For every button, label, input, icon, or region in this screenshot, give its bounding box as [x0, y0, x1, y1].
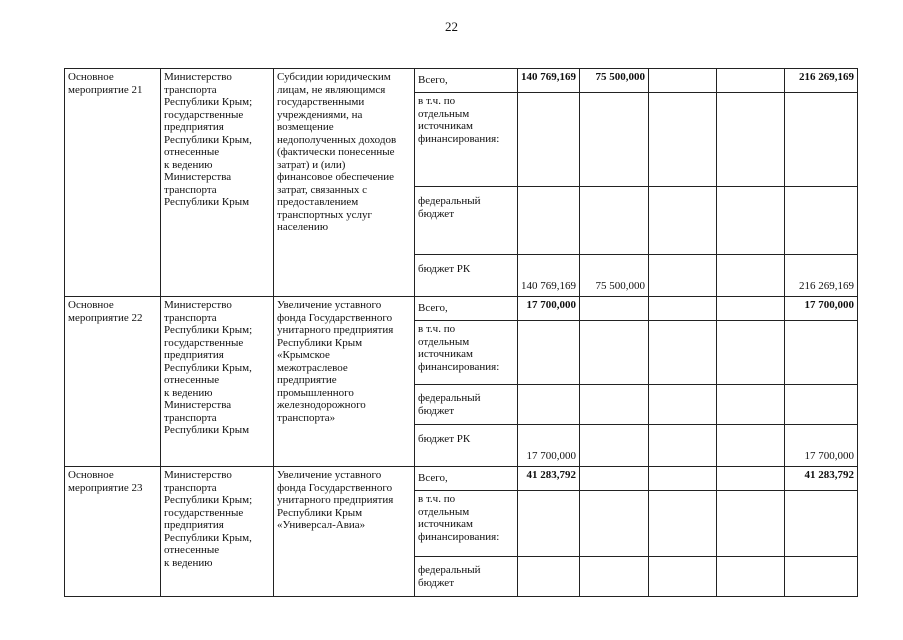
amount-cell [649, 187, 717, 255]
description-cell: Субсидии юридическим лицам, не являющимся государственными учреждениями, на возмещение недополученных доходов (фактически понесенные затрат) и (или) финансовое обеспечение затрат, связанных с предоставлением транспортных услуг населению [274, 69, 415, 297]
total-cell: 216 269,169 [785, 69, 858, 93]
amount-cell [518, 385, 580, 425]
amount-cell [649, 467, 717, 491]
total-cell: 41 283,792 [785, 467, 858, 491]
total-cell: 17 700,000 [785, 297, 858, 321]
amount-cell: 17 700,000 [518, 425, 580, 467]
source-label: в т.ч. по отдельным источникам финансирования: [415, 491, 518, 557]
table-row [65, 69, 858, 93]
total-cell [785, 187, 858, 255]
description-cell: Увеличение уставного фонда Государственного унитарного предприятия Республики Крым «Крымское межотраслевое предприятие промышленного железнодорожного транспорта» [274, 297, 415, 467]
source-label: Всего, [415, 467, 518, 491]
table-row [65, 467, 858, 491]
amount-cell [717, 467, 785, 491]
amount-cell: 75 500,000 [580, 69, 649, 93]
source-label: Всего, [415, 297, 518, 321]
amount-cell [717, 255, 785, 297]
source-label: в т.ч. по отдельным источникам финансирования: [415, 93, 518, 187]
measure-cell: Основное мероприятие 23 [65, 467, 161, 597]
amount-cell [717, 93, 785, 187]
source-label: федеральный бюджет [415, 557, 518, 597]
amount-cell [518, 93, 580, 187]
amount-cell [649, 93, 717, 187]
amount-cell: 17 700,000 [518, 297, 580, 321]
executor-cell: Министерство транспорта Республики Крым; государственные предприятия Республики Крым, отнесенные к ведению Министерства транспорта Республики Крым [161, 297, 274, 467]
amount-cell: 140 769,169 [518, 69, 580, 93]
amount-cell [518, 321, 580, 385]
amount-cell [518, 491, 580, 557]
amount-cell [649, 557, 717, 597]
amount-cell [717, 425, 785, 467]
amount-cell [580, 297, 649, 321]
amount-cell: 75 500,000 [580, 255, 649, 297]
amount-cell [649, 385, 717, 425]
amount-cell [717, 557, 785, 597]
measure-cell: Основное мероприятие 21 [65, 69, 161, 297]
amount-cell [717, 321, 785, 385]
executor-cell: Министерство транспорта Республики Крым; государственные предприятия Республики Крым, отнесенные к ведению Министерства транспорта Республики Крым [161, 69, 274, 297]
table-row [65, 297, 858, 321]
amount-cell [649, 255, 717, 297]
amount-cell [717, 69, 785, 93]
total-cell [785, 321, 858, 385]
amount-cell [717, 385, 785, 425]
amount-cell [580, 187, 649, 255]
source-label: бюджет РК [415, 425, 518, 467]
amount-cell [518, 557, 580, 597]
amount-cell [518, 187, 580, 255]
amount-cell [580, 467, 649, 491]
total-cell [785, 93, 858, 187]
total-cell: 17 700,000 [785, 425, 858, 467]
amount-cell [717, 491, 785, 557]
amount-cell [580, 93, 649, 187]
total-cell [785, 385, 858, 425]
page-number: 22 [445, 19, 458, 34]
amount-cell [649, 425, 717, 467]
source-label: федеральный бюджет [415, 187, 518, 255]
measure-cell: Основное мероприятие 22 [65, 297, 161, 467]
financing-table [64, 68, 858, 597]
source-label: федеральный бюджет [415, 385, 518, 425]
source-label: бюджет РК [415, 255, 518, 297]
source-label: в т.ч. по отдельным источникам финансирования: [415, 321, 518, 385]
amount-cell [580, 321, 649, 385]
amount-cell [580, 491, 649, 557]
total-cell [785, 491, 858, 557]
amount-cell [649, 321, 717, 385]
amount-cell [717, 297, 785, 321]
amount-cell [580, 557, 649, 597]
amount-cell [717, 187, 785, 255]
total-cell [785, 557, 858, 597]
executor-cell: Министерство транспорта Республики Крым; государственные предприятия Республики Крым, отнесенные к ведению [161, 467, 274, 597]
source-label: Всего, [415, 69, 518, 93]
total-cell: 216 269,169 [785, 255, 858, 297]
description-cell: Увеличение уставного фонда Государственного унитарного предприятия Республики Крым «Универсал-Авиа» [274, 467, 415, 597]
amount-cell [649, 491, 717, 557]
amount-cell: 140 769,169 [518, 255, 580, 297]
amount-cell [649, 297, 717, 321]
amount-cell [580, 425, 649, 467]
amount-cell [649, 69, 717, 93]
amount-cell: 41 283,792 [518, 467, 580, 491]
amount-cell [580, 385, 649, 425]
